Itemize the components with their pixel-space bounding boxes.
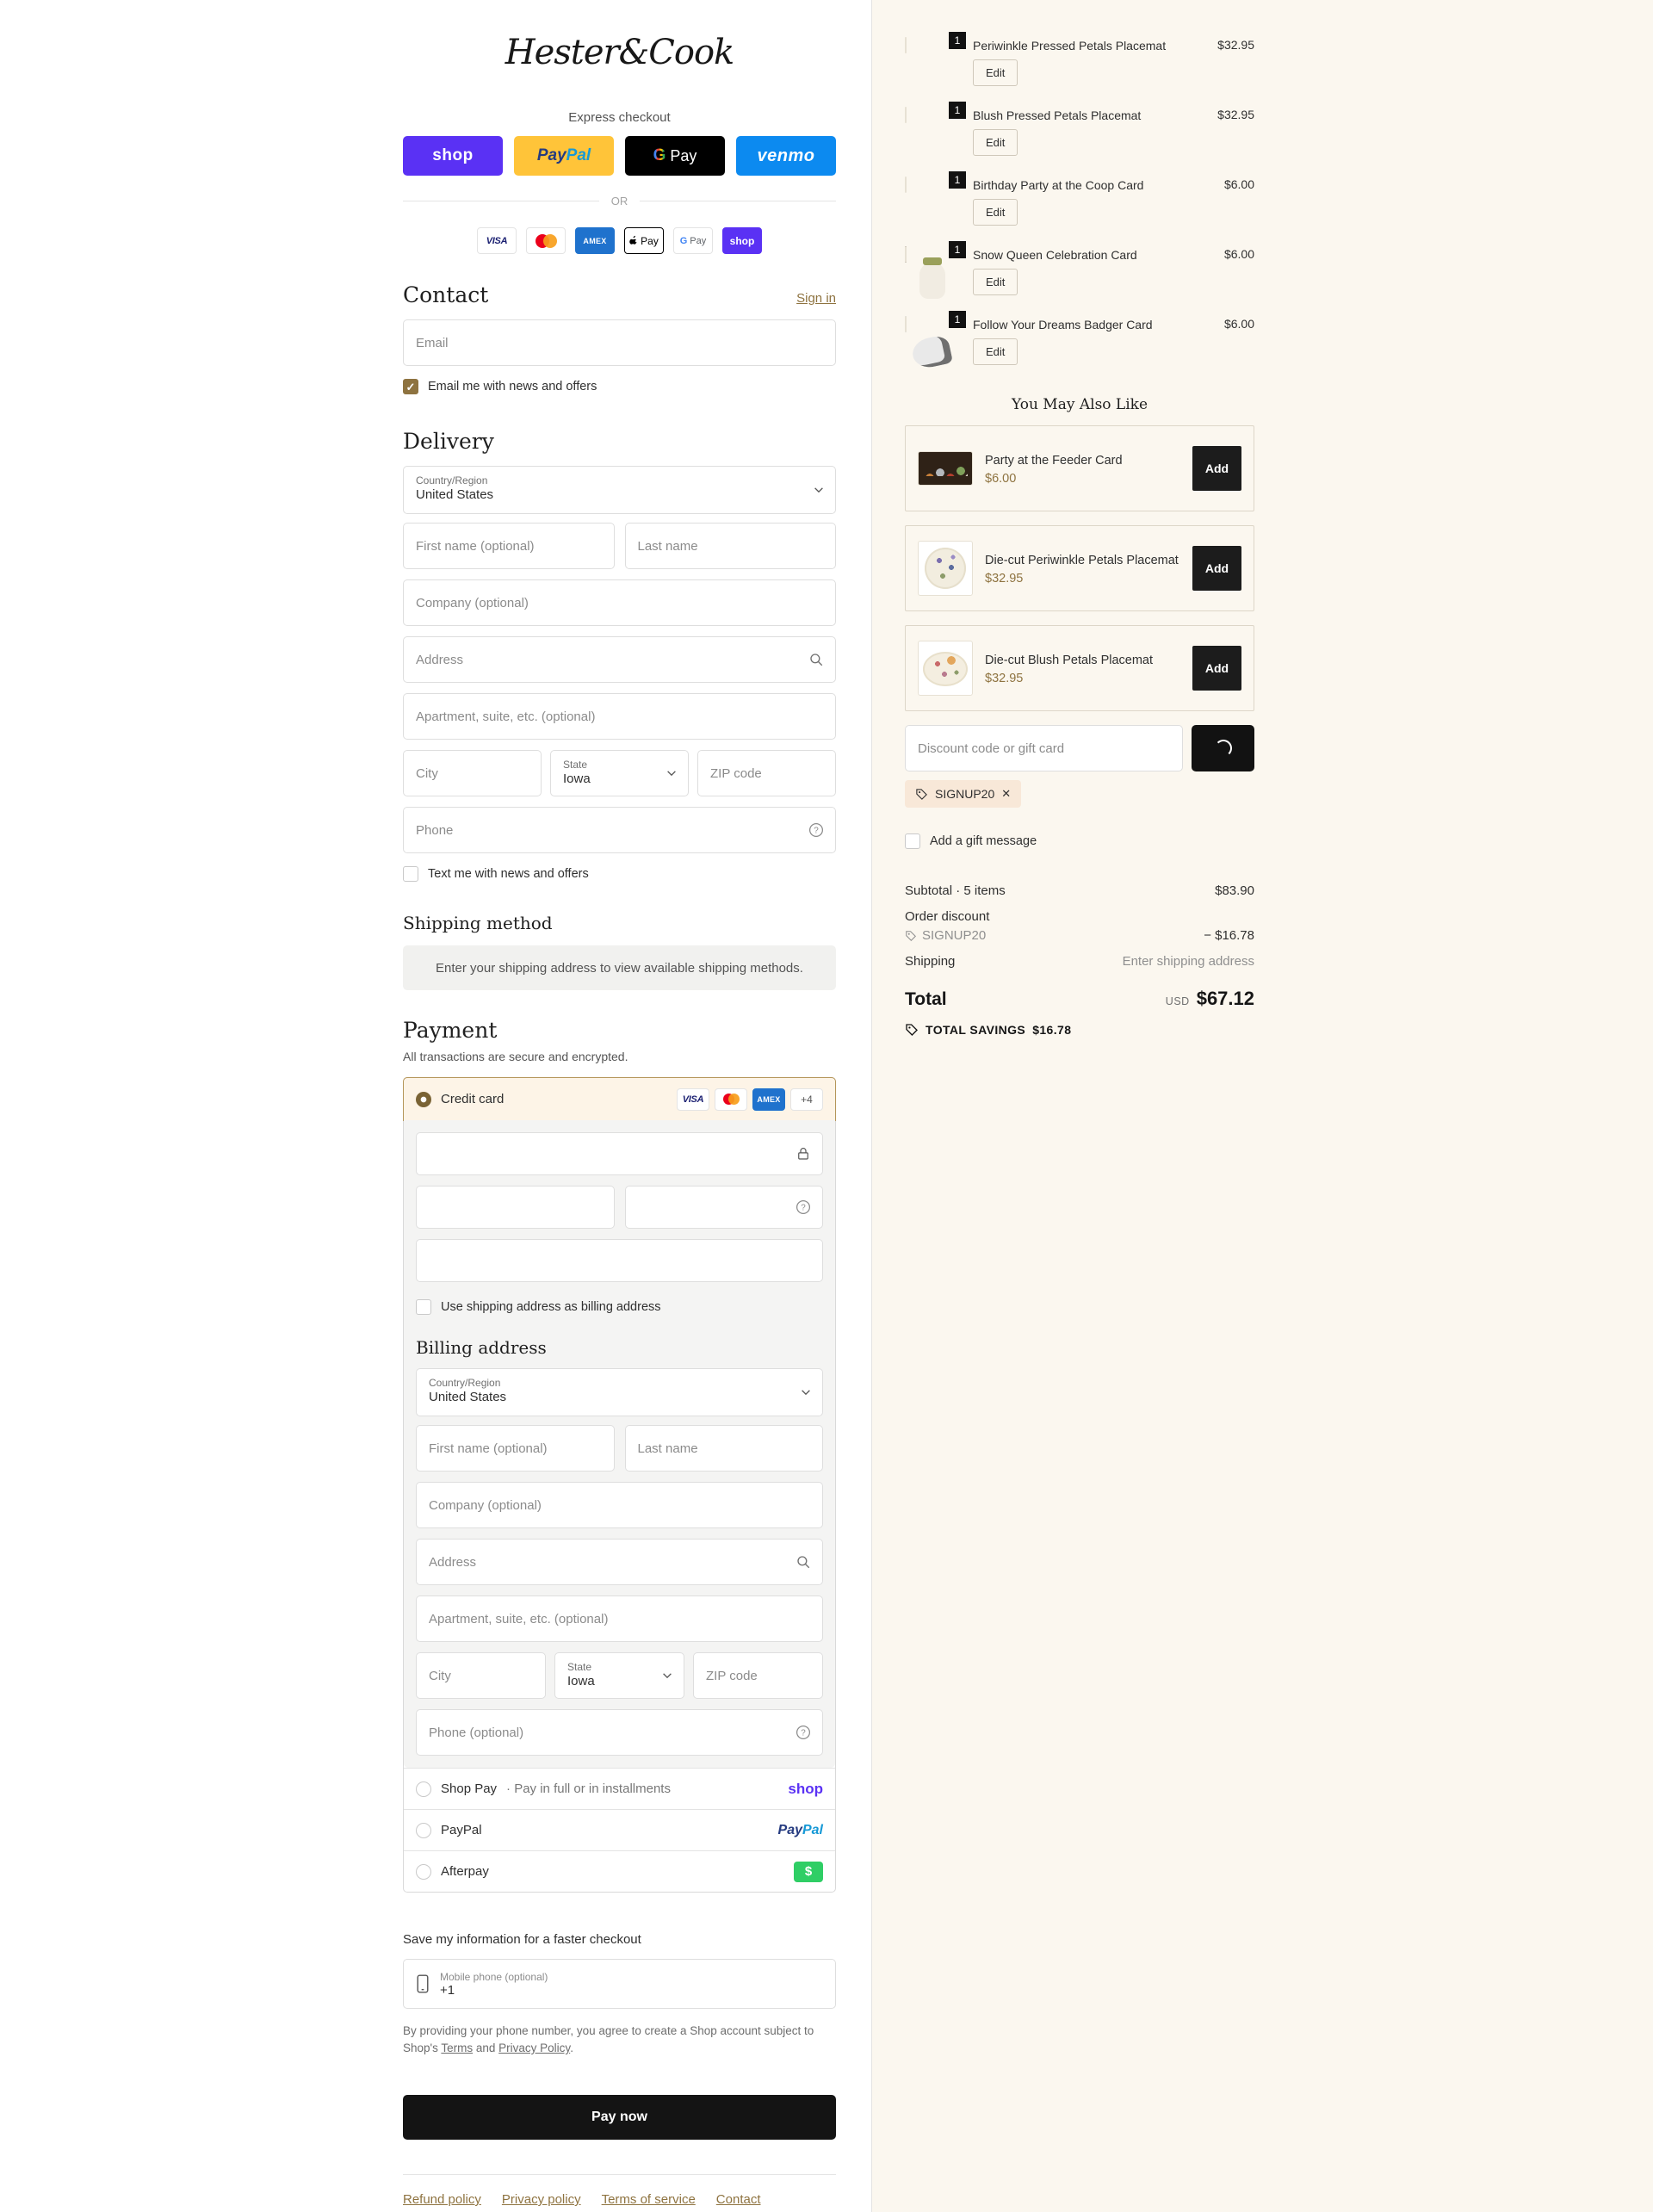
paypal-logo: PayPal bbox=[777, 1822, 823, 1837]
mobile-phone-label: Mobile phone (optional) bbox=[440, 1970, 548, 1983]
product-thumbnail bbox=[918, 641, 973, 696]
item-title: Snow Queen Celebration Card bbox=[973, 248, 1137, 262]
quantity-badge: 1 bbox=[949, 241, 966, 258]
paypal-label: PayPal bbox=[441, 1823, 482, 1837]
billing-apartment-wrap bbox=[416, 1595, 823, 1642]
use-shipping-address-checkbox[interactable] bbox=[416, 1299, 431, 1315]
delivery-apartment-input[interactable] bbox=[404, 694, 835, 739]
delivery-address-wrap bbox=[403, 636, 836, 683]
search-icon bbox=[796, 1554, 811, 1570]
mobile-phone-field[interactable] bbox=[403, 1959, 836, 2009]
rec-price: $32.95 bbox=[985, 571, 1024, 586]
delivery-last-name-wrap bbox=[625, 523, 837, 569]
billing-address-input[interactable] bbox=[417, 1540, 822, 1584]
delivery-company-wrap bbox=[403, 579, 836, 626]
shop-logo: shop bbox=[788, 1780, 823, 1797]
afterpay-label: Afterpay bbox=[441, 1864, 489, 1879]
billing-city-wrap bbox=[416, 1652, 546, 1699]
mastercard-icon bbox=[526, 227, 566, 254]
item-title: Follow Your Dreams Badger Card bbox=[973, 318, 1153, 331]
rec-title: Die-cut Periwinkle Petals Placemat bbox=[985, 553, 1179, 567]
delivery-zip-input[interactable] bbox=[698, 751, 835, 796]
gift-message-checkbox[interactable] bbox=[905, 833, 920, 849]
tag-icon bbox=[905, 930, 917, 942]
billing-address-wrap bbox=[416, 1539, 823, 1585]
billing-last-name-input[interactable] bbox=[626, 1426, 823, 1471]
total-savings-label: TOTAL SAVINGS bbox=[926, 1023, 1026, 1037]
chevron-down-icon bbox=[813, 484, 825, 496]
card-name-field[interactable] bbox=[416, 1239, 823, 1282]
cart-item bbox=[905, 244, 1254, 302]
express-checkout-title: Express checkout bbox=[568, 110, 671, 125]
shop-pay-express-button[interactable] bbox=[403, 136, 503, 176]
recommendation-card bbox=[905, 425, 1254, 511]
discount-code-text: SIGNUP20 bbox=[935, 787, 995, 801]
item-price: $6.00 bbox=[1223, 177, 1254, 191]
credit-card-option[interactable] bbox=[403, 1077, 836, 1121]
card-number-field[interactable] bbox=[416, 1132, 823, 1175]
credit-card-label: Credit card bbox=[441, 1092, 505, 1106]
item-price: $6.00 bbox=[1223, 247, 1254, 261]
edit-item-button[interactable]: Edit bbox=[973, 338, 1018, 365]
email-news-checkbox[interactable] bbox=[403, 379, 418, 394]
billing-zip-input[interactable] bbox=[694, 1653, 822, 1698]
add-product-button[interactable]: Add bbox=[1192, 446, 1241, 491]
discount-amount: − $16.78 bbox=[1204, 928, 1254, 943]
card-security-code-field[interactable] bbox=[625, 1186, 824, 1229]
edit-item-button[interactable]: Edit bbox=[973, 199, 1018, 226]
product-thumbnail bbox=[905, 316, 907, 332]
gift-message-label: Add a gift message bbox=[930, 834, 1037, 848]
tag-icon bbox=[915, 788, 928, 801]
delivery-phone-wrap bbox=[403, 807, 836, 853]
billing-country-select[interactable]: Country/Region United States bbox=[416, 1368, 823, 1416]
edit-item-button[interactable]: Edit bbox=[973, 59, 1018, 86]
amex-icon: AMEX bbox=[752, 1088, 785, 1111]
billing-phone-input[interactable] bbox=[417, 1710, 822, 1755]
credit-card-form bbox=[404, 1120, 835, 1768]
billing-city-input[interactable] bbox=[417, 1653, 545, 1698]
google-pay-express-button[interactable]: G Pay bbox=[625, 136, 725, 176]
edit-item-button[interactable]: Edit bbox=[973, 129, 1018, 156]
search-icon bbox=[808, 652, 824, 667]
express-buttons bbox=[403, 136, 836, 176]
pay-now-button[interactable]: Pay now bbox=[403, 2095, 836, 2140]
help-icon[interactable] bbox=[796, 1199, 811, 1215]
email-input[interactable] bbox=[404, 320, 835, 365]
total-savings-amount: $16.78 bbox=[1032, 1023, 1072, 1037]
email-news-label: Email me with news and offers bbox=[428, 380, 597, 393]
rec-title: Die-cut Blush Petals Placemat bbox=[985, 653, 1154, 667]
shipping-method-heading: Shipping method bbox=[403, 913, 553, 933]
quantity-badge: 1 bbox=[949, 311, 966, 328]
chevron-down-icon bbox=[666, 767, 678, 779]
google-logo-icon: G bbox=[653, 146, 666, 164]
discount-code-input[interactable] bbox=[906, 726, 1182, 771]
cart-item bbox=[905, 104, 1254, 163]
card-expiry-field[interactable] bbox=[416, 1186, 615, 1229]
use-shipping-address-checkbox-row[interactable] bbox=[416, 1299, 823, 1315]
footer-links bbox=[403, 2192, 836, 2207]
delivery-country-select[interactable]: Country/Region United States bbox=[403, 466, 836, 514]
credit-card-radio[interactable] bbox=[416, 1092, 431, 1107]
svg-text:?: ? bbox=[814, 826, 819, 836]
discount-code-text: SIGNUP20 bbox=[922, 928, 987, 943]
gift-message-checkbox-row[interactable] bbox=[905, 833, 1254, 849]
use-shipping-address-label: Use shipping address as billing address bbox=[441, 1300, 661, 1314]
afterpay-option[interactable] bbox=[404, 1850, 835, 1892]
venmo-logo: venmo bbox=[757, 146, 815, 165]
total-savings-row bbox=[905, 1023, 1254, 1037]
delivery-last-name-input[interactable] bbox=[626, 524, 836, 568]
cost-summary bbox=[905, 883, 1254, 1037]
shop-icon: shop bbox=[722, 227, 762, 254]
contact-link[interactable]: Contact bbox=[715, 2192, 761, 2207]
quantity-badge: 1 bbox=[949, 171, 966, 189]
credit-card-brand-icons bbox=[677, 1088, 823, 1111]
quantity-badge: 1 bbox=[949, 32, 966, 49]
rec-price: $6.00 bbox=[985, 471, 1017, 486]
billing-zip-wrap bbox=[693, 1652, 823, 1699]
afterpay-radio[interactable] bbox=[416, 1864, 431, 1880]
order-discount-label: Order discount bbox=[905, 909, 990, 924]
delivery-state-select[interactable]: State Iowa bbox=[550, 750, 689, 796]
footer-divider bbox=[403, 2174, 836, 2175]
shop-terms-link[interactable]: Terms bbox=[441, 2042, 474, 2054]
apple-pay-icon: Pay bbox=[624, 227, 664, 254]
shipping-value: Enter shipping address bbox=[1122, 954, 1254, 969]
cart-item bbox=[905, 174, 1254, 232]
sms-news-label: Text me with news and offers bbox=[428, 867, 589, 881]
shop-pay-label: Shop Pay bbox=[441, 1781, 498, 1796]
billing-state-select[interactable]: State Iowa bbox=[554, 1652, 684, 1699]
item-price: $32.95 bbox=[1217, 38, 1254, 52]
billing-phone-wrap bbox=[416, 1709, 823, 1756]
svg-text:?: ? bbox=[801, 1203, 806, 1213]
cart-item bbox=[905, 313, 1254, 372]
paypal-logo: Pay bbox=[536, 146, 566, 164]
recommendation-card bbox=[905, 525, 1254, 611]
recommendation-card bbox=[905, 625, 1254, 711]
product-thumbnail bbox=[918, 541, 973, 596]
store-logo: Hester&Cook bbox=[505, 33, 734, 72]
billing-first-name-input[interactable] bbox=[417, 1426, 614, 1471]
mobile-phone-value: +1 bbox=[440, 1982, 455, 1998]
afterpay-icon bbox=[794, 1862, 823, 1882]
total-label: Total bbox=[905, 989, 947, 1009]
accepted-cards-row bbox=[403, 227, 836, 254]
shop-terms-text: By providing your phone number, you agree to create a Shop account subject to Shop's Terms and Privacy Policy. bbox=[403, 2024, 814, 2054]
billing-first-name-wrap bbox=[416, 1425, 615, 1472]
remove-discount-icon[interactable] bbox=[1001, 787, 1011, 801]
subtotal-value: $83.90 bbox=[1215, 883, 1254, 898]
visa-icon: VISA bbox=[677, 1088, 709, 1111]
or-divider: OR bbox=[403, 195, 836, 208]
rec-price: $32.95 bbox=[985, 671, 1024, 685]
remember-me-heading: Save my information for a faster checkout bbox=[403, 1932, 641, 1947]
item-title: Blush Pressed Petals Placemat bbox=[973, 108, 1142, 122]
help-icon[interactable] bbox=[796, 1725, 811, 1740]
loading-spinner-icon bbox=[1215, 740, 1232, 757]
total-amount: $67.12 bbox=[1196, 988, 1254, 1009]
product-thumbnail bbox=[905, 246, 907, 263]
paypal-option[interactable] bbox=[404, 1809, 835, 1850]
item-price: $6.00 bbox=[1223, 317, 1254, 331]
edit-item-button[interactable]: Edit bbox=[973, 269, 1018, 295]
applied-discount-chip bbox=[905, 780, 1021, 808]
delivery-address-input[interactable] bbox=[404, 637, 835, 682]
sms-news-checkbox-row[interactable] bbox=[403, 866, 836, 882]
delivery-city-wrap bbox=[403, 750, 542, 796]
delivery-apartment-wrap bbox=[403, 693, 836, 740]
venmo-express-button[interactable] bbox=[736, 136, 836, 176]
add-product-button[interactable]: Add bbox=[1192, 646, 1241, 691]
shipping-label: Shipping bbox=[905, 954, 956, 969]
payment-heading: Payment bbox=[403, 1018, 498, 1043]
email-news-checkbox-row[interactable] bbox=[403, 379, 836, 394]
payment-methods-group bbox=[403, 1077, 836, 1893]
shop-pay-option[interactable] bbox=[404, 1768, 835, 1809]
billing-last-name-wrap bbox=[625, 1425, 824, 1472]
visa-icon: VISA bbox=[477, 227, 517, 254]
delivery-phone-input[interactable] bbox=[404, 808, 835, 852]
add-product-button[interactable]: Add bbox=[1192, 546, 1241, 591]
terms-of-service-link[interactable]: Terms of service bbox=[601, 2192, 696, 2207]
item-title: Periwinkle Pressed Petals Placemat bbox=[973, 39, 1167, 53]
privacy-policy-link[interactable]: Privacy policy bbox=[501, 2192, 581, 2207]
email-field-wrap bbox=[403, 319, 836, 366]
gpay-icon: G Pay bbox=[673, 227, 713, 254]
billing-company-input[interactable] bbox=[417, 1483, 822, 1527]
billing-address-heading: Billing address bbox=[416, 1337, 547, 1358]
item-title: Birthday Party at the Coop Card bbox=[973, 178, 1144, 192]
delivery-heading: Delivery bbox=[403, 429, 494, 454]
sign-in-link[interactable]: Sign in bbox=[796, 291, 836, 306]
delivery-zip-wrap bbox=[697, 750, 836, 796]
svg-text:?: ? bbox=[801, 1728, 806, 1738]
product-thumbnail bbox=[905, 177, 907, 193]
billing-company-wrap bbox=[416, 1482, 823, 1528]
mastercard-icon bbox=[715, 1088, 747, 1111]
order-summary bbox=[871, 0, 1653, 2212]
paypal-radio[interactable] bbox=[416, 1823, 431, 1838]
product-thumbnail bbox=[905, 107, 907, 123]
delivery-first-name-input[interactable] bbox=[404, 524, 614, 568]
shop-pay-desc: · Pay in full or in installments bbox=[506, 1781, 671, 1796]
lock-icon bbox=[796, 1146, 811, 1162]
help-icon[interactable] bbox=[808, 822, 824, 838]
subtotal-label: Subtotal · 5 items bbox=[905, 883, 1006, 898]
discount-code-wrap bbox=[905, 725, 1183, 771]
rec-title: Party at the Feeder Card bbox=[985, 453, 1123, 468]
delivery-company-input[interactable] bbox=[404, 580, 835, 625]
tag-icon bbox=[905, 1023, 919, 1037]
cart-item bbox=[905, 34, 1254, 93]
chevron-down-icon bbox=[661, 1670, 673, 1682]
mobile-phone-icon bbox=[416, 1973, 430, 1994]
delivery-first-name-wrap bbox=[403, 523, 615, 569]
contact-heading: Contact bbox=[403, 282, 489, 307]
shop-logo: shop bbox=[432, 146, 474, 164]
item-price: $32.95 bbox=[1217, 108, 1254, 121]
shop-privacy-link[interactable]: Privacy Policy bbox=[498, 2042, 571, 2054]
currency-code: USD bbox=[1165, 995, 1190, 1007]
apply-discount-button[interactable] bbox=[1192, 725, 1254, 771]
sms-news-checkbox[interactable] bbox=[403, 866, 418, 882]
shipping-method-notice: Enter your shipping address to view available shipping methods. bbox=[403, 945, 836, 990]
product-thumbnail bbox=[918, 451, 973, 486]
more-cards-badge: +4 bbox=[790, 1088, 823, 1111]
product-thumbnail bbox=[905, 37, 907, 53]
shop-pay-radio[interactable] bbox=[416, 1781, 431, 1797]
chevron-down-icon bbox=[800, 1386, 812, 1398]
billing-apartment-input[interactable] bbox=[417, 1596, 822, 1641]
paypal-express-button[interactable]: Pay Pal bbox=[514, 136, 614, 176]
quantity-badge: 1 bbox=[949, 102, 966, 119]
delivery-city-input[interactable] bbox=[404, 751, 541, 796]
amex-icon: AMEX bbox=[575, 227, 615, 254]
refund-policy-link[interactable]: Refund policy bbox=[403, 2192, 481, 2207]
recommendations-heading: You May Also Like bbox=[1011, 396, 1148, 413]
payment-subheading: All transactions are secure and encrypted. bbox=[403, 1050, 628, 1063]
